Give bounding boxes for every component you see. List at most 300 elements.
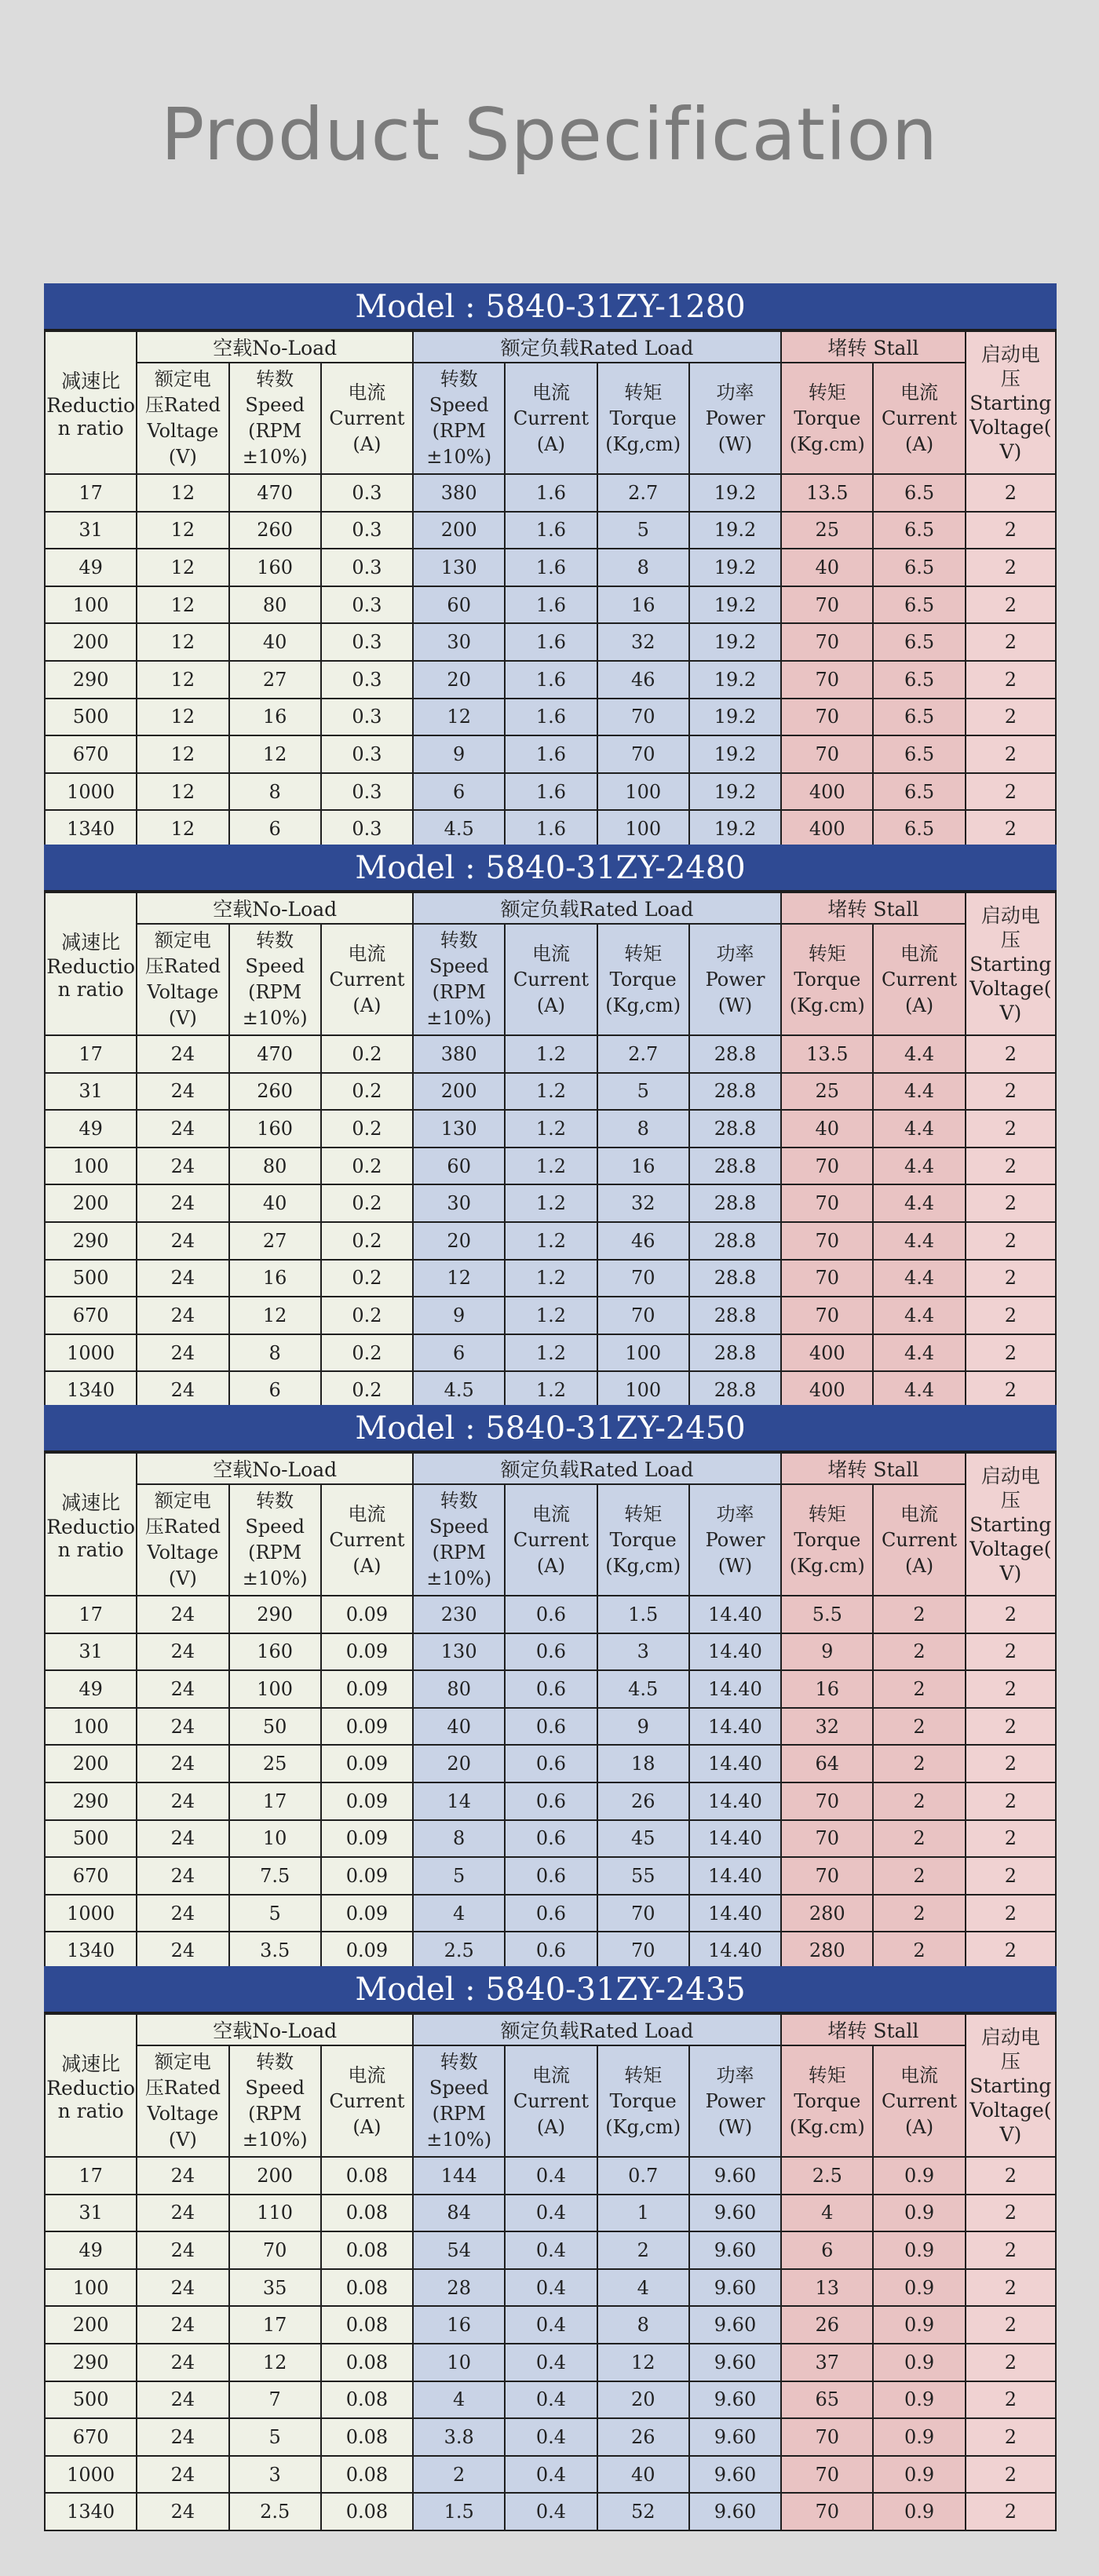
cell-rated-current: 0.4 bbox=[505, 2456, 597, 2494]
cell-ratio: 1340 bbox=[45, 1932, 137, 1969]
cell-stall-current: 4.4 bbox=[873, 1297, 965, 1334]
cell-stall-current: 4.4 bbox=[873, 1222, 965, 1260]
table-row bbox=[45, 2195, 1056, 2232]
cell-starting-voltage: 2 bbox=[966, 1745, 1056, 1782]
cell-stall-current: 2 bbox=[873, 1670, 965, 1708]
cell-starting-voltage: 2 bbox=[966, 2306, 1056, 2344]
cell-rated-power: 9.60 bbox=[689, 2381, 781, 2419]
cell-rated-speed: 28 bbox=[413, 2269, 505, 2307]
cell-noload-voltage: 24 bbox=[137, 2157, 228, 2195]
cell-noload-speed: 40 bbox=[229, 623, 321, 661]
cell-rated-speed: 9 bbox=[413, 1297, 505, 1334]
cell-ratio: 100 bbox=[45, 1148, 137, 1185]
table-row bbox=[45, 512, 1056, 549]
cell-rated-speed: 4.5 bbox=[413, 1371, 505, 1409]
cell-noload-speed: 100 bbox=[229, 1670, 321, 1708]
rated-current-header bbox=[505, 924, 597, 1035]
header-line: Current bbox=[882, 2089, 958, 2112]
table-row bbox=[45, 1035, 1056, 1073]
header-line: Speed bbox=[245, 394, 305, 416]
stall-current-header bbox=[873, 2045, 965, 2157]
cell-rated-power: 19.2 bbox=[689, 512, 781, 549]
cell-rated-power: 19.2 bbox=[689, 586, 781, 624]
cell-noload-current: 0.2 bbox=[321, 1371, 413, 1409]
cell-rated-current: 1.6 bbox=[505, 512, 597, 549]
cell-stall-current: 2 bbox=[873, 1857, 965, 1895]
cell-stall-current: 0.9 bbox=[873, 2381, 965, 2419]
header-line: Current bbox=[513, 2089, 589, 2112]
header-line: Voltage bbox=[147, 1542, 219, 1563]
table-row bbox=[45, 474, 1056, 512]
header-line: 电流 bbox=[900, 1502, 939, 1525]
cell-ratio: 1000 bbox=[45, 773, 137, 811]
cell-starting-voltage: 2 bbox=[966, 1596, 1056, 1633]
cell-rated-power: 14.40 bbox=[689, 1857, 781, 1895]
cell-starting-voltage: 2 bbox=[966, 1334, 1056, 1372]
header-line: 功率 bbox=[716, 1502, 754, 1525]
cell-rated-power: 19.2 bbox=[689, 623, 781, 661]
cell-stall-torque: 70 bbox=[781, 1148, 873, 1185]
no-load-header: 空载No-Load bbox=[137, 2014, 413, 2045]
cell-stall-current: 0.9 bbox=[873, 2493, 965, 2530]
header-line: ±10%) bbox=[426, 1567, 492, 1589]
cell-rated-torque: 8 bbox=[597, 2306, 689, 2344]
cell-rated-speed: 144 bbox=[413, 2157, 505, 2195]
cell-starting-voltage: 2 bbox=[966, 474, 1056, 512]
cell-rated-torque: 5 bbox=[597, 1073, 689, 1111]
cell-noload-voltage: 12 bbox=[137, 661, 228, 699]
table-row bbox=[45, 1596, 1056, 1633]
header-line: 转矩 bbox=[808, 942, 846, 965]
cell-noload-voltage: 24 bbox=[137, 2306, 228, 2344]
sub-header-row bbox=[45, 363, 1056, 474]
group-header-row bbox=[45, 2014, 1056, 2045]
header-line: 压 bbox=[1000, 367, 1020, 390]
cell-rated-torque: 9 bbox=[597, 1708, 689, 1746]
cell-noload-current: 0.08 bbox=[321, 2269, 413, 2307]
cell-noload-speed: 8 bbox=[229, 773, 321, 811]
cell-rated-current: 0.4 bbox=[505, 2306, 597, 2344]
header-line: (Kg,cm) bbox=[605, 994, 681, 1016]
cell-noload-current: 0.08 bbox=[321, 2493, 413, 2530]
cell-rated-power: 28.8 bbox=[689, 1110, 781, 1148]
cell-noload-current: 0.3 bbox=[321, 773, 413, 811]
cell-noload-voltage: 24 bbox=[137, 1073, 228, 1111]
header-line: Voltage bbox=[147, 981, 219, 1003]
table-row bbox=[45, 735, 1056, 773]
header-line: (RPM bbox=[248, 2103, 302, 2125]
cell-noload-speed: 5 bbox=[229, 1895, 321, 1932]
table-row bbox=[45, 1820, 1056, 1858]
cell-noload-voltage: 24 bbox=[137, 2456, 228, 2494]
cell-noload-current: 0.2 bbox=[321, 1184, 413, 1222]
cell-rated-torque: 40 bbox=[597, 2456, 689, 2494]
cell-rated-speed: 8 bbox=[413, 1820, 505, 1858]
cell-rated-torque: 2 bbox=[597, 2231, 689, 2269]
cell-noload-current: 0.09 bbox=[321, 1708, 413, 1746]
cell-noload-voltage: 24 bbox=[137, 1297, 228, 1334]
model-spec-block bbox=[44, 1405, 1057, 1970]
stall-current-header bbox=[873, 363, 965, 474]
table-row bbox=[45, 1745, 1056, 1782]
cell-noload-current: 0.09 bbox=[321, 1596, 413, 1633]
header-line: 压Rated bbox=[144, 2077, 221, 2099]
cell-stall-torque: 65 bbox=[781, 2381, 873, 2419]
no-load-header: 空载No-Load bbox=[137, 1453, 413, 1484]
cell-starting-voltage: 2 bbox=[966, 1148, 1056, 1185]
cell-stall-torque: 280 bbox=[781, 1895, 873, 1932]
header-line: 转矩 bbox=[624, 2063, 663, 2086]
cell-ratio: 500 bbox=[45, 2381, 137, 2419]
cell-rated-torque: 70 bbox=[597, 735, 689, 773]
cell-rated-torque: 100 bbox=[597, 1371, 689, 1409]
cell-rated-speed: 4 bbox=[413, 2381, 505, 2419]
cell-noload-current: 0.08 bbox=[321, 2195, 413, 2232]
cell-noload-speed: 110 bbox=[229, 2195, 321, 2232]
cell-starting-voltage: 2 bbox=[966, 586, 1056, 624]
cell-stall-current: 0.9 bbox=[873, 2269, 965, 2307]
stall-torque-header bbox=[781, 924, 873, 1035]
header-line: Voltage( bbox=[969, 2098, 1052, 2122]
header-line: (RPM bbox=[432, 420, 486, 442]
cell-ratio: 31 bbox=[45, 1633, 137, 1671]
header-line: (V) bbox=[168, 1007, 197, 1029]
sub-header-row bbox=[45, 2045, 1056, 2157]
header-line: Current bbox=[329, 1528, 405, 1551]
table-row bbox=[45, 2344, 1056, 2381]
header-line: Reductio bbox=[46, 2077, 136, 2100]
header-line: 电流 bbox=[531, 1502, 570, 1525]
cell-noload-current: 0.2 bbox=[321, 1073, 413, 1111]
header-line: (A) bbox=[905, 1554, 934, 1577]
cell-noload-current: 0.08 bbox=[321, 2418, 413, 2456]
rated-load-header: 额定负载Rated Load bbox=[413, 2014, 781, 2045]
cell-noload-voltage: 12 bbox=[137, 699, 228, 736]
table-row bbox=[45, 699, 1056, 736]
cell-ratio: 290 bbox=[45, 2344, 137, 2381]
cell-ratio: 1340 bbox=[45, 2493, 137, 2530]
cell-ratio: 31 bbox=[45, 1073, 137, 1111]
header-line: 额定电 bbox=[154, 368, 211, 390]
cell-rated-current: 1.6 bbox=[505, 549, 597, 586]
header-line: (Kg,cm) bbox=[605, 2115, 681, 2138]
header-line: 压 bbox=[1000, 2049, 1020, 2073]
header-line: Torque bbox=[794, 2089, 861, 2112]
header-line: Torque bbox=[609, 407, 677, 429]
header-line: Current bbox=[882, 1528, 958, 1551]
cell-rated-power: 19.2 bbox=[689, 810, 781, 848]
cell-rated-current: 0.6 bbox=[505, 1596, 597, 1633]
cell-rated-power: 9.60 bbox=[689, 2231, 781, 2269]
cell-rated-current: 1.6 bbox=[505, 586, 597, 624]
header-line: Voltage( bbox=[969, 976, 1052, 1000]
cell-rated-torque: 8 bbox=[597, 1110, 689, 1148]
cell-stall-torque: 400 bbox=[781, 1334, 873, 1372]
header-line: 电流 bbox=[348, 381, 386, 403]
cell-rated-current: 0.6 bbox=[505, 1633, 597, 1671]
cell-starting-voltage: 2 bbox=[966, 699, 1056, 736]
cell-stall-torque: 70 bbox=[781, 2418, 873, 2456]
cell-rated-speed: 230 bbox=[413, 1596, 505, 1633]
cell-noload-speed: 12 bbox=[229, 1297, 321, 1334]
cell-noload-speed: 12 bbox=[229, 2344, 321, 2381]
cell-rated-current: 0.6 bbox=[505, 1782, 597, 1820]
table-row bbox=[45, 2381, 1056, 2419]
header-line: 转矩 bbox=[808, 381, 846, 403]
stall-current-header bbox=[873, 1484, 965, 1596]
cell-rated-speed: 5 bbox=[413, 1857, 505, 1895]
header-line: (RPM bbox=[248, 420, 302, 442]
cell-rated-torque: 55 bbox=[597, 1857, 689, 1895]
cell-rated-current: 0.6 bbox=[505, 1932, 597, 1969]
header-line: (RPM bbox=[432, 1542, 486, 1563]
header-line: (A) bbox=[352, 1554, 382, 1577]
cell-noload-voltage: 24 bbox=[137, 1782, 228, 1820]
cell-rated-torque: 100 bbox=[597, 773, 689, 811]
header-line: 压 bbox=[1000, 928, 1020, 951]
header-line: Speed bbox=[429, 955, 489, 977]
spec-table bbox=[44, 2013, 1057, 2531]
cell-rated-torque: 32 bbox=[597, 623, 689, 661]
cell-rated-power: 28.8 bbox=[689, 1222, 781, 1260]
header-line: Current bbox=[882, 407, 958, 429]
header-line: (Kg.cm) bbox=[789, 994, 865, 1016]
cell-stall-torque: 5.5 bbox=[781, 1596, 873, 1633]
header-line: Speed bbox=[245, 2077, 305, 2099]
cell-ratio: 49 bbox=[45, 2231, 137, 2269]
cell-rated-torque: 46 bbox=[597, 1222, 689, 1260]
cell-rated-torque: 4.5 bbox=[597, 1670, 689, 1708]
cell-ratio: 200 bbox=[45, 1745, 137, 1782]
header-line: ±10%) bbox=[242, 2129, 308, 2151]
cell-rated-speed: 6 bbox=[413, 1334, 505, 1372]
cell-noload-speed: 6 bbox=[229, 810, 321, 848]
cell-noload-current: 0.09 bbox=[321, 1633, 413, 1671]
cell-rated-speed: 3.8 bbox=[413, 2418, 505, 2456]
cell-noload-speed: 200 bbox=[229, 2157, 321, 2195]
cell-noload-speed: 260 bbox=[229, 1073, 321, 1111]
sub-header-row bbox=[45, 924, 1056, 1035]
cell-starting-voltage: 2 bbox=[966, 2381, 1056, 2419]
cell-ratio: 1340 bbox=[45, 810, 137, 848]
model-title: Model : 5840-31ZY-1280 bbox=[44, 283, 1057, 330]
cell-stall-current: 6.5 bbox=[873, 586, 965, 624]
cell-noload-speed: 40 bbox=[229, 1184, 321, 1222]
no-load-header: 空载No-Load bbox=[137, 892, 413, 924]
stall-header: 堵转 Stall bbox=[781, 331, 966, 363]
cell-noload-current: 0.3 bbox=[321, 699, 413, 736]
cell-rated-speed: 130 bbox=[413, 1633, 505, 1671]
cell-rated-power: 9.60 bbox=[689, 2306, 781, 2344]
cell-noload-speed: 160 bbox=[229, 1633, 321, 1671]
cell-rated-current: 1.2 bbox=[505, 1222, 597, 1260]
header-line: Voltage bbox=[147, 420, 219, 442]
header-line: 转矩 bbox=[624, 381, 663, 403]
spec-table bbox=[44, 330, 1057, 848]
cell-ratio: 290 bbox=[45, 1222, 137, 1260]
rated-voltage-header bbox=[137, 2045, 228, 2157]
cell-rated-power: 28.8 bbox=[689, 1073, 781, 1111]
cell-stall-torque: 2.5 bbox=[781, 2157, 873, 2195]
cell-noload-voltage: 24 bbox=[137, 1708, 228, 1746]
cell-rated-speed: 60 bbox=[413, 586, 505, 624]
cell-ratio: 31 bbox=[45, 512, 137, 549]
cell-noload-voltage: 12 bbox=[137, 512, 228, 549]
cell-rated-current: 0.6 bbox=[505, 1820, 597, 1858]
cell-noload-speed: 7 bbox=[229, 2381, 321, 2419]
cell-noload-voltage: 24 bbox=[137, 2269, 228, 2307]
cell-rated-speed: 4.5 bbox=[413, 810, 505, 848]
cell-ratio: 31 bbox=[45, 2195, 137, 2232]
cell-noload-speed: 70 bbox=[229, 2231, 321, 2269]
cell-noload-voltage: 24 bbox=[137, 1857, 228, 1895]
cell-stall-torque: 13 bbox=[781, 2269, 873, 2307]
table-row bbox=[45, 1782, 1056, 1820]
header-line: (A) bbox=[905, 432, 934, 455]
cell-rated-power: 14.40 bbox=[689, 1633, 781, 1671]
cell-stall-torque: 37 bbox=[781, 2344, 873, 2381]
cell-ratio: 17 bbox=[45, 1035, 137, 1073]
cell-rated-speed: 4 bbox=[413, 1895, 505, 1932]
cell-starting-voltage: 2 bbox=[966, 810, 1056, 848]
cell-rated-speed: 200 bbox=[413, 1073, 505, 1111]
header-line: Current bbox=[513, 407, 589, 429]
cell-starting-voltage: 2 bbox=[966, 1110, 1056, 1148]
cell-stall-torque: 64 bbox=[781, 1745, 873, 1782]
table-row bbox=[45, 1073, 1056, 1111]
cell-rated-torque: 8 bbox=[597, 549, 689, 586]
header-line: 压Rated bbox=[144, 1516, 221, 1538]
header-line: Speed bbox=[245, 955, 305, 977]
cell-stall-current: 0.9 bbox=[873, 2195, 965, 2232]
cell-noload-voltage: 24 bbox=[137, 2418, 228, 2456]
cell-rated-current: 0.6 bbox=[505, 1895, 597, 1932]
cell-ratio: 290 bbox=[45, 1782, 137, 1820]
rated-speed-header bbox=[413, 924, 505, 1035]
cell-noload-current: 0.09 bbox=[321, 1932, 413, 1969]
cell-rated-torque: 26 bbox=[597, 2418, 689, 2456]
cell-rated-speed: 60 bbox=[413, 1148, 505, 1185]
cell-rated-current: 0.4 bbox=[505, 2381, 597, 2419]
header-line: (A) bbox=[905, 2115, 934, 2138]
cell-rated-speed: 20 bbox=[413, 1222, 505, 1260]
cell-stall-current: 0.9 bbox=[873, 2306, 965, 2344]
cell-rated-power: 19.2 bbox=[689, 549, 781, 586]
cell-ratio: 670 bbox=[45, 1297, 137, 1334]
table-row bbox=[45, 549, 1056, 586]
cell-stall-torque: 70 bbox=[781, 1857, 873, 1895]
cell-rated-torque: 100 bbox=[597, 1334, 689, 1372]
cell-noload-speed: 10 bbox=[229, 1820, 321, 1858]
header-line: Power bbox=[705, 968, 765, 991]
spec-table bbox=[44, 1452, 1057, 1970]
rated-speed-header bbox=[413, 363, 505, 474]
cell-rated-torque: 0.7 bbox=[597, 2157, 689, 2195]
cell-stall-torque: 32 bbox=[781, 1708, 873, 1746]
cell-rated-current: 1.2 bbox=[505, 1184, 597, 1222]
cell-starting-voltage: 2 bbox=[966, 661, 1056, 699]
cell-stall-torque: 13.5 bbox=[781, 1035, 873, 1073]
cell-ratio: 1000 bbox=[45, 1334, 137, 1372]
table-row bbox=[45, 1708, 1056, 1746]
stall-torque-header bbox=[781, 2045, 873, 2157]
table-row bbox=[45, 2231, 1056, 2269]
cell-noload-speed: 2.5 bbox=[229, 2493, 321, 2530]
cell-noload-voltage: 24 bbox=[137, 1035, 228, 1073]
cell-stall-torque: 70 bbox=[781, 1820, 873, 1858]
cell-noload-voltage: 24 bbox=[137, 2381, 228, 2419]
rated-power-header bbox=[689, 2045, 781, 2157]
noload-speed-header bbox=[229, 924, 321, 1035]
header-line: 启动电 bbox=[980, 342, 1040, 366]
cell-starting-voltage: 2 bbox=[966, 1073, 1056, 1111]
header-line: Power bbox=[705, 1528, 765, 1551]
rated-voltage-header bbox=[137, 1484, 228, 1596]
rated-torque-header bbox=[597, 2045, 689, 2157]
cell-rated-speed: 1.5 bbox=[413, 2493, 505, 2530]
cell-stall-current: 4.4 bbox=[873, 1110, 965, 1148]
cell-stall-current: 6.5 bbox=[873, 735, 965, 773]
cell-noload-current: 0.09 bbox=[321, 1820, 413, 1858]
cell-noload-voltage: 24 bbox=[137, 2344, 228, 2381]
cell-rated-power: 28.8 bbox=[689, 1371, 781, 1409]
cell-rated-speed: 200 bbox=[413, 512, 505, 549]
cell-noload-voltage: 24 bbox=[137, 1222, 228, 1260]
cell-rated-power: 9.60 bbox=[689, 2269, 781, 2307]
cell-noload-speed: 3 bbox=[229, 2456, 321, 2494]
rated-speed-header bbox=[413, 2045, 505, 2157]
model-title: Model : 5840-31ZY-2450 bbox=[44, 1405, 1057, 1452]
cell-stall-current: 2 bbox=[873, 1932, 965, 1969]
header-line: (Kg,cm) bbox=[605, 432, 681, 455]
cell-ratio: 17 bbox=[45, 2157, 137, 2195]
cell-stall-current: 0.9 bbox=[873, 2231, 965, 2269]
cell-starting-voltage: 2 bbox=[966, 1932, 1056, 1969]
cell-noload-speed: 260 bbox=[229, 512, 321, 549]
cell-noload-current: 0.2 bbox=[321, 1148, 413, 1185]
header-line: 额定电 bbox=[154, 2051, 211, 2073]
cell-rated-torque: 100 bbox=[597, 810, 689, 848]
cell-rated-torque: 1.5 bbox=[597, 1596, 689, 1633]
cell-stall-current: 4.4 bbox=[873, 1260, 965, 1297]
header-line: Torque bbox=[794, 1528, 861, 1551]
starting-voltage-header bbox=[966, 331, 1056, 474]
cell-stall-current: 6.5 bbox=[873, 773, 965, 811]
table-row bbox=[45, 1110, 1056, 1148]
cell-noload-voltage: 12 bbox=[137, 549, 228, 586]
cell-starting-voltage: 2 bbox=[966, 2231, 1056, 2269]
header-line: 压Rated bbox=[144, 394, 221, 416]
cell-stall-current: 2 bbox=[873, 1820, 965, 1858]
cell-rated-torque: 70 bbox=[597, 1260, 689, 1297]
cell-noload-voltage: 24 bbox=[137, 1260, 228, 1297]
stall-torque-header bbox=[781, 363, 873, 474]
noload-current-header bbox=[321, 1484, 413, 1596]
header-line: 电流 bbox=[531, 381, 570, 403]
cell-rated-torque: 20 bbox=[597, 2381, 689, 2419]
cell-stall-torque: 70 bbox=[781, 1222, 873, 1260]
cell-rated-speed: 16 bbox=[413, 2306, 505, 2344]
header-line: (W) bbox=[717, 994, 753, 1016]
header-line: Voltage bbox=[147, 2103, 219, 2125]
header-line: 转数 bbox=[256, 1490, 294, 1512]
header-line: Speed bbox=[429, 1516, 489, 1538]
cell-rated-speed: 12 bbox=[413, 699, 505, 736]
cell-rated-power: 14.40 bbox=[689, 1932, 781, 1969]
cell-rated-power: 14.40 bbox=[689, 1670, 781, 1708]
cell-ratio: 1340 bbox=[45, 1371, 137, 1409]
cell-rated-speed: 12 bbox=[413, 1260, 505, 1297]
